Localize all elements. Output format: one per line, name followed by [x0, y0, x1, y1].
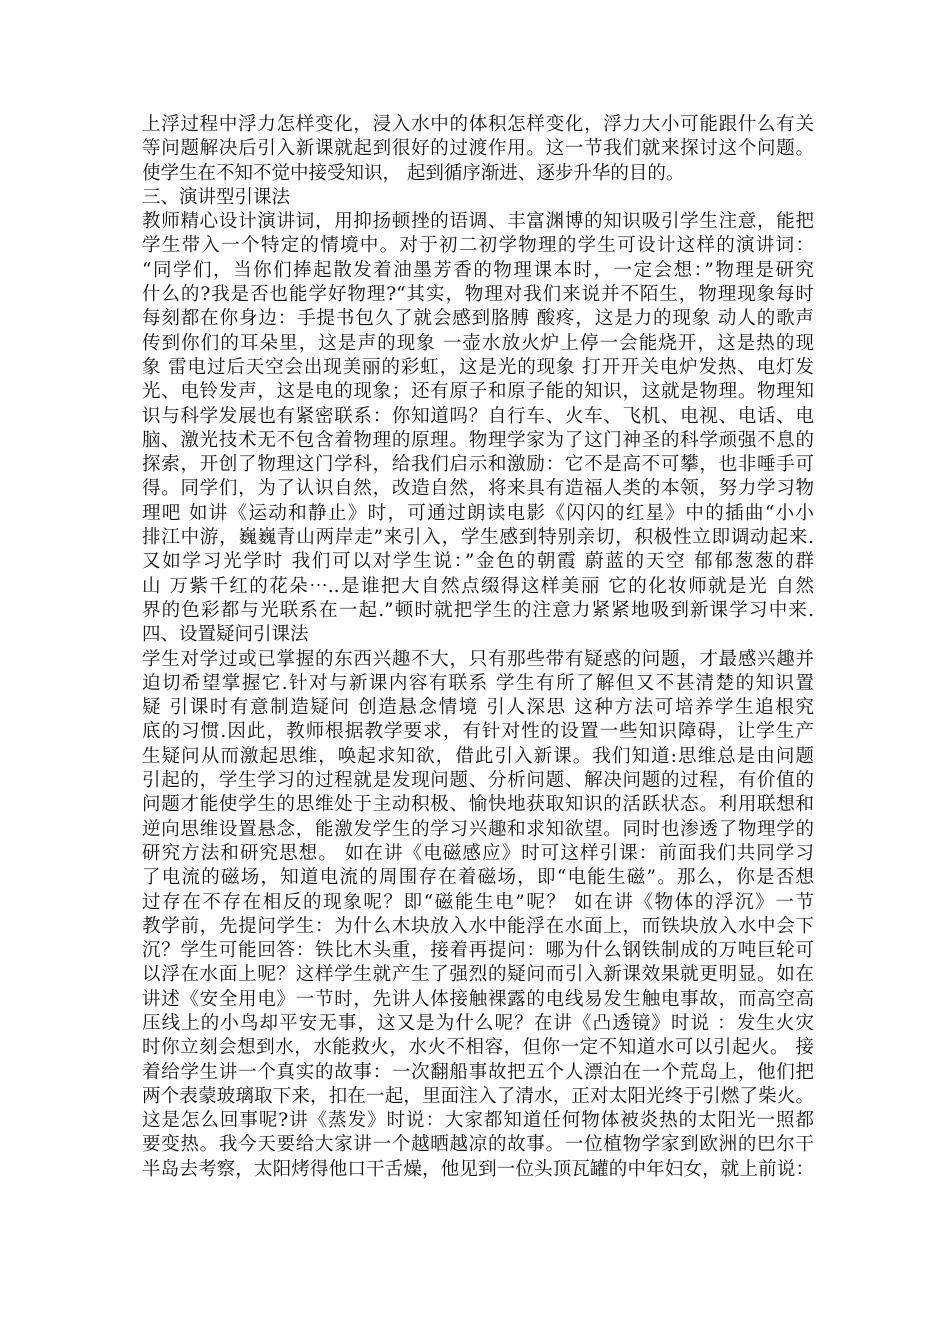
text-line-9: 每刻都在你身边：手提书包久了就会感到胳膊 酸疼，这是力的现象 动人的歌声 — [142, 308, 814, 330]
text-line-18: 排江中游，巍巍青山两岸走”来引入，学生感到特别亲切，积极性立即调动起来. — [142, 527, 814, 549]
text-line-42: 这是怎么回事呢?讲《蒸发》时说：大家都知道任何物体被炎热的太阳光一照都 — [142, 1110, 814, 1132]
text-line-32: 了电流的磁场，知道电流的周围存在着磁场，即“电能生磁”。那么，你是否想 — [142, 867, 814, 889]
text-line-11: 象 雷电过后天空会出现美丽的彩虹，这是光的现象 打开开关电炉发热、电灯发 — [142, 356, 814, 378]
text-line-37: 讲述《安全用电》一节时，先讲人体接触裸露的电线易发生触电事故，而高空高 — [142, 988, 814, 1010]
text-line-16: 得。同学们，为了认识自然，改造自然，将来具有造福人类的本领，努力学习物 — [142, 478, 814, 500]
text-line-34: 教学前，先提问学生：为什么木块放入水中能浮在水面上，而铁块放入水中会下 — [142, 915, 814, 937]
text-line-28: 引起的，学生学习的过程就是发现问题、分析问题、解决问题的过程，有价值的 — [142, 770, 814, 792]
text-line-14: 脑、激光技术无不包含着物理的原理。物理学家为了这门神圣的科学顽强不息的 — [142, 429, 814, 451]
text-line-35: 沉？学生可能回答：铁比木头重，接着再提问：哪为什么钢铁制成的万吨巨轮可 — [142, 940, 814, 962]
text-line-23: 学生对学过或已掌握的东西兴趣不大，只有那些带有疑惑的问题，才最感兴趣并 — [142, 648, 814, 670]
text-line-44: 半岛去考察，太阳烤得他口干舌燥，他见到一位头顶瓦罐的中年妇女，就上前说： — [142, 1158, 814, 1180]
text-line-2: 等问题解决后引入新课就起到很好的过渡作用。这一节我们就来探讨这个问题。 — [142, 138, 814, 160]
text-line-26: 底的习惯.因此，教师根据教学要求，有针对性的设置一些知识障碍，让学生产 — [142, 721, 814, 743]
text-line-10: 传到你们的耳朵里，这是声的现象 一壶水放火炉上停一会能烧开，这是热的现 — [142, 332, 814, 354]
text-line-15: 探索，开创了物理这门学科，给我们启示和激励：它不是高不可攀，也非唾手可 — [142, 454, 814, 476]
text-line-38: 压线上的小鸟却平安无事，这又是为什么呢？在讲《凸透镜》时说 ：发生火灾 — [142, 1012, 814, 1034]
text-line-24: 迫切希望掌握它.针对与新课内容有联系 学生有所了解但又不甚清楚的知识置 — [142, 672, 814, 694]
text-line-5: 教师精心设计演讲词，用抑扬顿挫的语调、丰富渊博的知识吸引学生注意，能把 — [142, 211, 814, 233]
text-line-29: 问题才能使学生的思维处于主动积极、愉快地获取知识的活跃状态。利用联想和 — [142, 794, 814, 816]
section-heading-3: 三、演讲型引课法 — [142, 186, 291, 208]
text-line-36: 以浮在水面上呢？这样学生就产生了强烈的疑问而引入新课效果就更明显。如在 — [142, 964, 814, 986]
text-line-31: 研究方法和研究思想。 如在讲《电磁感应》时可这样引课：前面我们共同学习 — [142, 842, 814, 864]
document-page — [142, 113, 814, 1182]
text-line-39: 时你立刻会想到水，水能救火，水火不相容，但你一定不知道水可以引起火。 接 — [142, 1037, 814, 1059]
text-line-27: 生疑问从而激起思维，唤起求知欲，借此引入新课。我们知道:思维总是由问题 — [142, 745, 814, 767]
text-line-17: 理吧 如讲《运动和静止》时，可通过朗读电影《闪闪的红星》中的插曲“小小 — [142, 502, 814, 524]
text-line-40: 着给学生讲一个真实的故事：一次翻船事故把五个人漂泊在一个荒岛上，他们把 — [142, 1061, 814, 1083]
text-line-13: 识与科学发展也有紧密联系：你知道吗？自行车、火车、飞机、电视、电话、电 — [142, 405, 814, 427]
text-line-30: 逆向思维设置悬念，能激发学生的学习兴趣和求知欲望。同时也渗透了物理学的 — [142, 818, 814, 840]
text-line-43: 要变热。我今天要给大家讲一个越晒越凉的故事。一位植物学家到欧洲的巴尔干 — [142, 1134, 814, 1156]
text-line-6: 学生带入一个特定的情境中。对于初二初学物理的学生可设计这样的演讲词： — [142, 235, 814, 257]
text-line-21: 界的色彩都与光联系在一起.”顿时就把学生的注意力紧紧地吸到新课学习中来. — [142, 599, 814, 621]
text-line-25: 疑 引课时有意制造疑问 创造悬念情境 引人深思 这种方法可培养学生追根究 — [142, 697, 814, 719]
text-line-12: 光、电铃发声，这是电的现象；还有原子和原子能的知识，这就是物理。物理知 — [142, 381, 814, 403]
text-line-3: 使学生在不知不觉中接受知识， 起到循序渐进、逐步升华的目的。 — [142, 162, 685, 184]
section-heading-4: 四、设置疑问引课法 — [142, 624, 309, 646]
text-line-33: 过存在不存在相反的现象呢？即“磁能生电”呢？ 如在讲《物体的浮沉》一节 — [142, 891, 814, 913]
text-line-20: 山 万紫千红的花朵⋯..是谁把大自然点缀得这样美丽 它的化妆师就是光 自然 — [142, 575, 814, 597]
text-line-19: 又如学习光学时 我们可以对学生说：”金色的朝霞 蔚蓝的天空 郁郁葱葱的群 — [142, 551, 814, 573]
text-line-7: “同学们，当你们捧起散发着油墨芳香的物理课本时，一定会想：”物理是研究 — [142, 259, 814, 281]
text-line-1: 上浮过程中浮力怎样变化，浸入水中的体积怎样变化，浮力大小可能跟什么有关 — [142, 114, 814, 135]
text-line-41: 两个表蒙玻璃取下来，扣在一起，里面注入了清水，正对太阳光终于引燃了柴火。 — [142, 1085, 814, 1107]
text-line-8: 什么的?我是否也能学好物理?“其实，物理对我们来说并不陌生，物理现象每时 — [142, 284, 814, 306]
